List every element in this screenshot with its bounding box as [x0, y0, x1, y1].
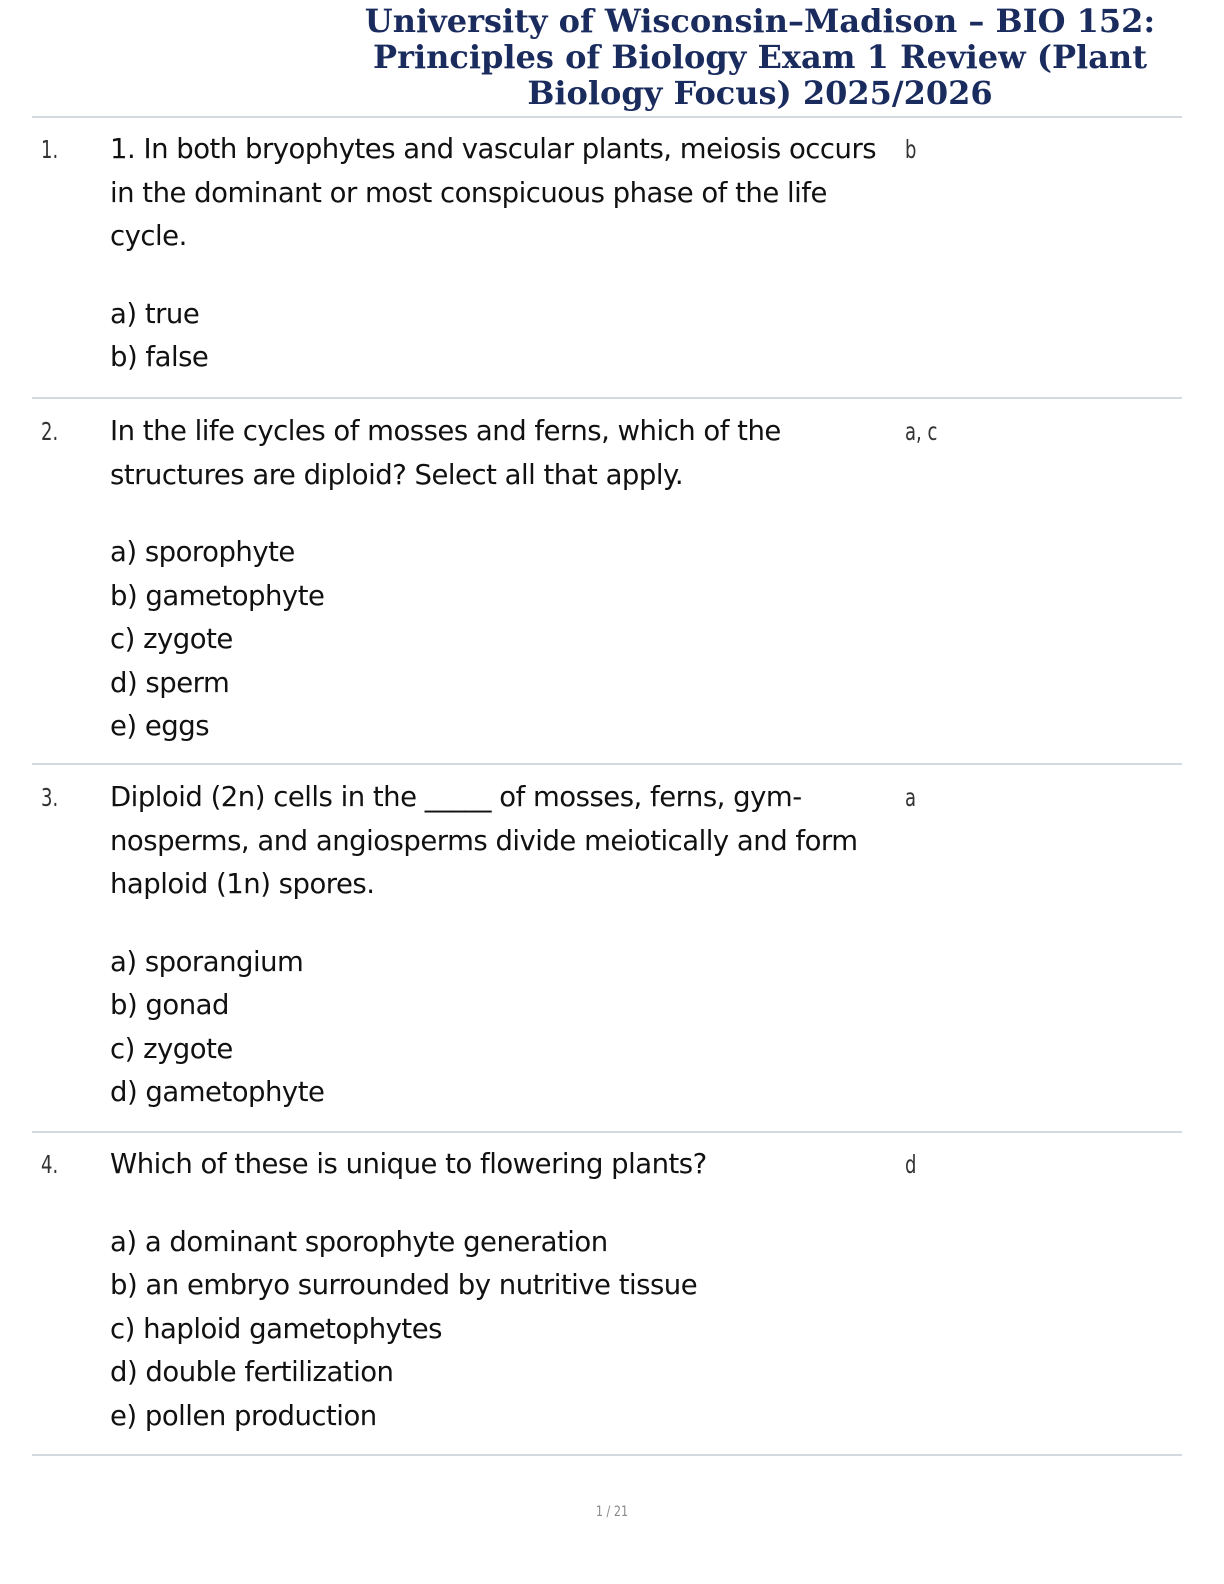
divider — [32, 1131, 1182, 1133]
answer-key: a, c — [905, 417, 938, 446]
option-a: a) true — [110, 297, 200, 330]
question-body — [110, 776, 900, 1115]
option-a: a) sporangium — [110, 945, 304, 978]
question-number: 2. — [41, 417, 59, 446]
option-c: c) haploid gametophytes — [110, 1312, 442, 1345]
option-b: b) gonad — [110, 989, 229, 1021]
divider — [32, 763, 1182, 765]
option-d: d) gametophyte — [110, 1076, 325, 1108]
option-d: d) sperm — [110, 666, 230, 699]
question-body — [110, 410, 900, 749]
option-c: c) zygote — [110, 1032, 233, 1065]
option-d: d) double fertilization — [110, 1356, 394, 1388]
question-number: 3. — [41, 783, 59, 812]
question-text: Which of these is unique to flowering plants? — [110, 1148, 707, 1180]
option-list — [110, 941, 900, 1115]
answer-key: d — [905, 1150, 917, 1179]
option-b: b) false — [110, 341, 209, 373]
option-a: a) a dominant sporophyte generation — [110, 1225, 608, 1258]
option-e: e) eggs — [110, 710, 210, 742]
question-body — [110, 128, 900, 380]
page-number: 1 / 21 — [595, 1504, 629, 1520]
option-b: b) gametophyte — [110, 579, 325, 612]
question-text: Diploid (2n) cells in the _____ of mosses, ferns, gym-nosperms, and angiosperms divide meiotically and form haploid (1n) spores. — [110, 781, 858, 900]
answer-key: b — [905, 135, 917, 164]
option-list — [110, 293, 900, 380]
question-body — [110, 1143, 900, 1438]
option-list — [110, 1221, 900, 1439]
answer-key: a — [905, 783, 917, 812]
divider — [32, 116, 1182, 118]
document-title: University of Wisconsin–Madison – BIO 152: Principles of Biology Exam 1 Review (Plant Biology Focus) 2025/2026 — [364, 2, 1156, 112]
question-text: In the life cycles of mosses and ferns, which of the structures are diploid? Select all that apply. — [110, 415, 781, 491]
question-number: 4. — [41, 1150, 59, 1179]
option-b: b) an embryo surrounded by nutritive tissue — [110, 1269, 698, 1301]
option-a: a) sporophyte — [110, 536, 295, 568]
divider — [32, 397, 1182, 399]
option-e: e) pollen production — [110, 1399, 377, 1432]
option-c: c) zygote — [110, 623, 233, 655]
question-number: 1. — [41, 135, 59, 164]
divider — [32, 1454, 1182, 1456]
question-text: 1. In both bryophytes and vascular plants, meiosis occurs in the dominant or most conspicuous phase of the life cycle. — [110, 133, 877, 252]
option-list — [110, 531, 900, 749]
